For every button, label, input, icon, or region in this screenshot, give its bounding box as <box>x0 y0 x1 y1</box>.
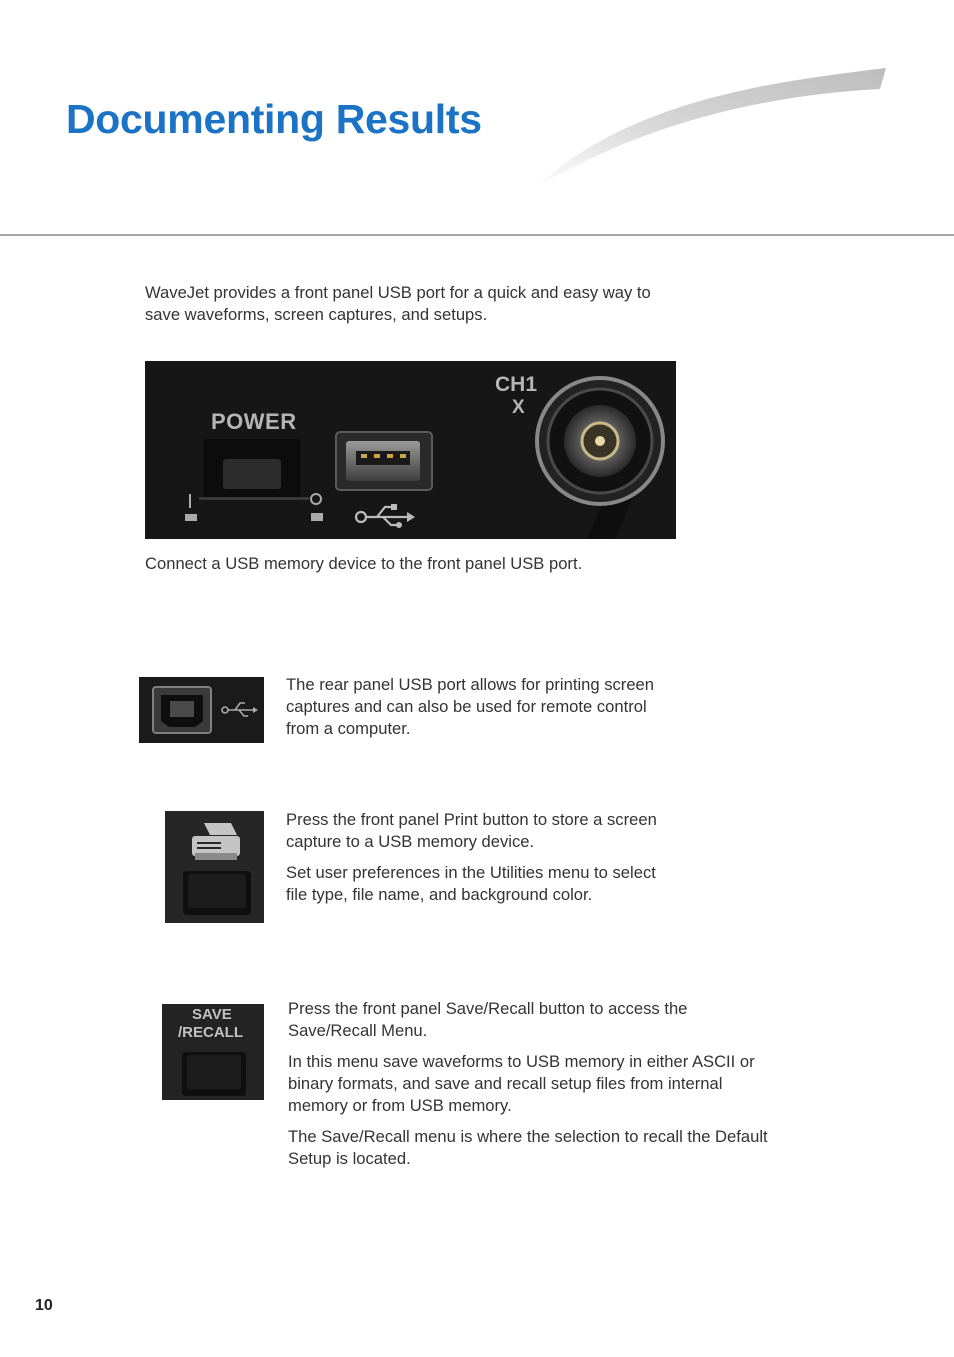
print-paragraph-1: Press the front panel Print button to store a screen capture to a USB memory device. <box>286 810 657 851</box>
page-title: Documenting Results <box>66 96 482 142</box>
rear-usb-text: The rear panel USB port allows for printing screen captures and can also be used for remote control from a computer. <box>286 675 655 738</box>
decorative-swoosh <box>520 60 900 200</box>
photo-caption: Connect a USB memory device to the front panel USB port. <box>145 554 583 573</box>
page-number: 10 <box>35 1297 53 1314</box>
save-recall-paragraph-3: The Save/Recall menu is where the selection to recall the Default Setup is located. <box>288 1127 768 1168</box>
save-recall-paragraph-2: In this menu save waveforms to USB memory in either ASCII or binary formats, and save and recall setup files from internal memory or from USB memory. <box>288 1052 755 1115</box>
recall-label: /RECALL <box>178 1024 243 1041</box>
header-divider <box>0 234 954 236</box>
channel-label: CH1 <box>495 373 538 396</box>
print-paragraph-2: Set user preferences in the Utilities menu to select file type, file name, and background color. <box>286 863 656 904</box>
save-recall-paragraph-1: Press the front panel Save/Recall button to access the Save/Recall Menu. <box>288 999 688 1040</box>
channel-sublabel: X <box>512 397 525 418</box>
rear-usb-photo <box>139 677 264 743</box>
save-recall-text <box>288 998 768 1179</box>
save-recall-button-photo <box>162 1004 264 1100</box>
front-panel-photo <box>145 361 676 539</box>
power-label: POWER <box>211 409 297 434</box>
print-button-text <box>286 809 666 915</box>
save-label: SAVE <box>192 1006 232 1023</box>
print-button-photo <box>165 811 264 923</box>
intro-paragraph: WaveJet provides a front panel USB port for a quick and easy way to save waveforms, screen captures, and setups. <box>145 283 651 324</box>
